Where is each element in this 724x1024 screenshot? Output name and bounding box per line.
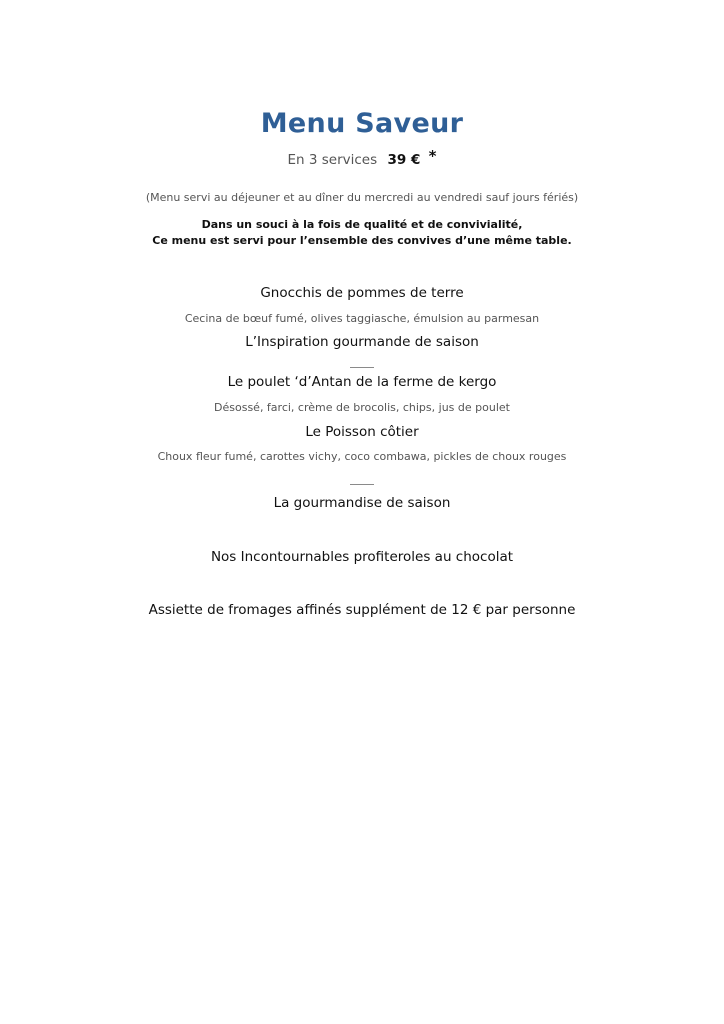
menu-subtitle	[0, 147, 724, 168]
services-count: En 3 services	[287, 152, 378, 168]
main-2-name: Le Poisson côtier	[305, 424, 419, 440]
menu-price: 39 €	[387, 152, 421, 168]
main-2-description: Choux fleur fumé, carottes vichy, coco combawa, pickles de choux rouges	[157, 450, 567, 463]
main-1-name: Le poulet ‘d’Antan de la ferme de kergo	[227, 374, 497, 390]
starter-1-name: Gnocchis de pommes de terre	[260, 285, 464, 301]
price-asterisk: *	[428, 147, 437, 165]
dessert-1-name: La gourmandise de saison	[273, 495, 451, 511]
starter-2-name: L’Inspiration gourmande de saison	[245, 334, 479, 350]
table-note-line-2: Ce menu est servi pour l’ensemble des convives d’une même table.	[152, 234, 572, 247]
dessert-2-name: Nos Incontournables profiteroles au chocolat	[210, 549, 514, 565]
menu-title: Menu Saveur	[260, 108, 464, 139]
availability-note: (Menu servi au déjeuner et au dîner du mercredi au vendredi sauf jours fériés)	[145, 191, 579, 204]
course-divider-2	[350, 484, 374, 485]
cheese-supplement: Assiette de fromages affinés supplément de 12 € par personne	[148, 602, 576, 618]
starter-1-description: Cecina de bœuf fumé, olives taggiasche, émulsion au parmesan	[184, 312, 540, 325]
table-note-line-1: Dans un souci à la fois de qualité et de convivialité,	[201, 218, 523, 231]
main-1-description: Désossé, farci, crème de brocolis, chips, jus de poulet	[214, 401, 510, 414]
course-divider-1	[350, 367, 374, 368]
